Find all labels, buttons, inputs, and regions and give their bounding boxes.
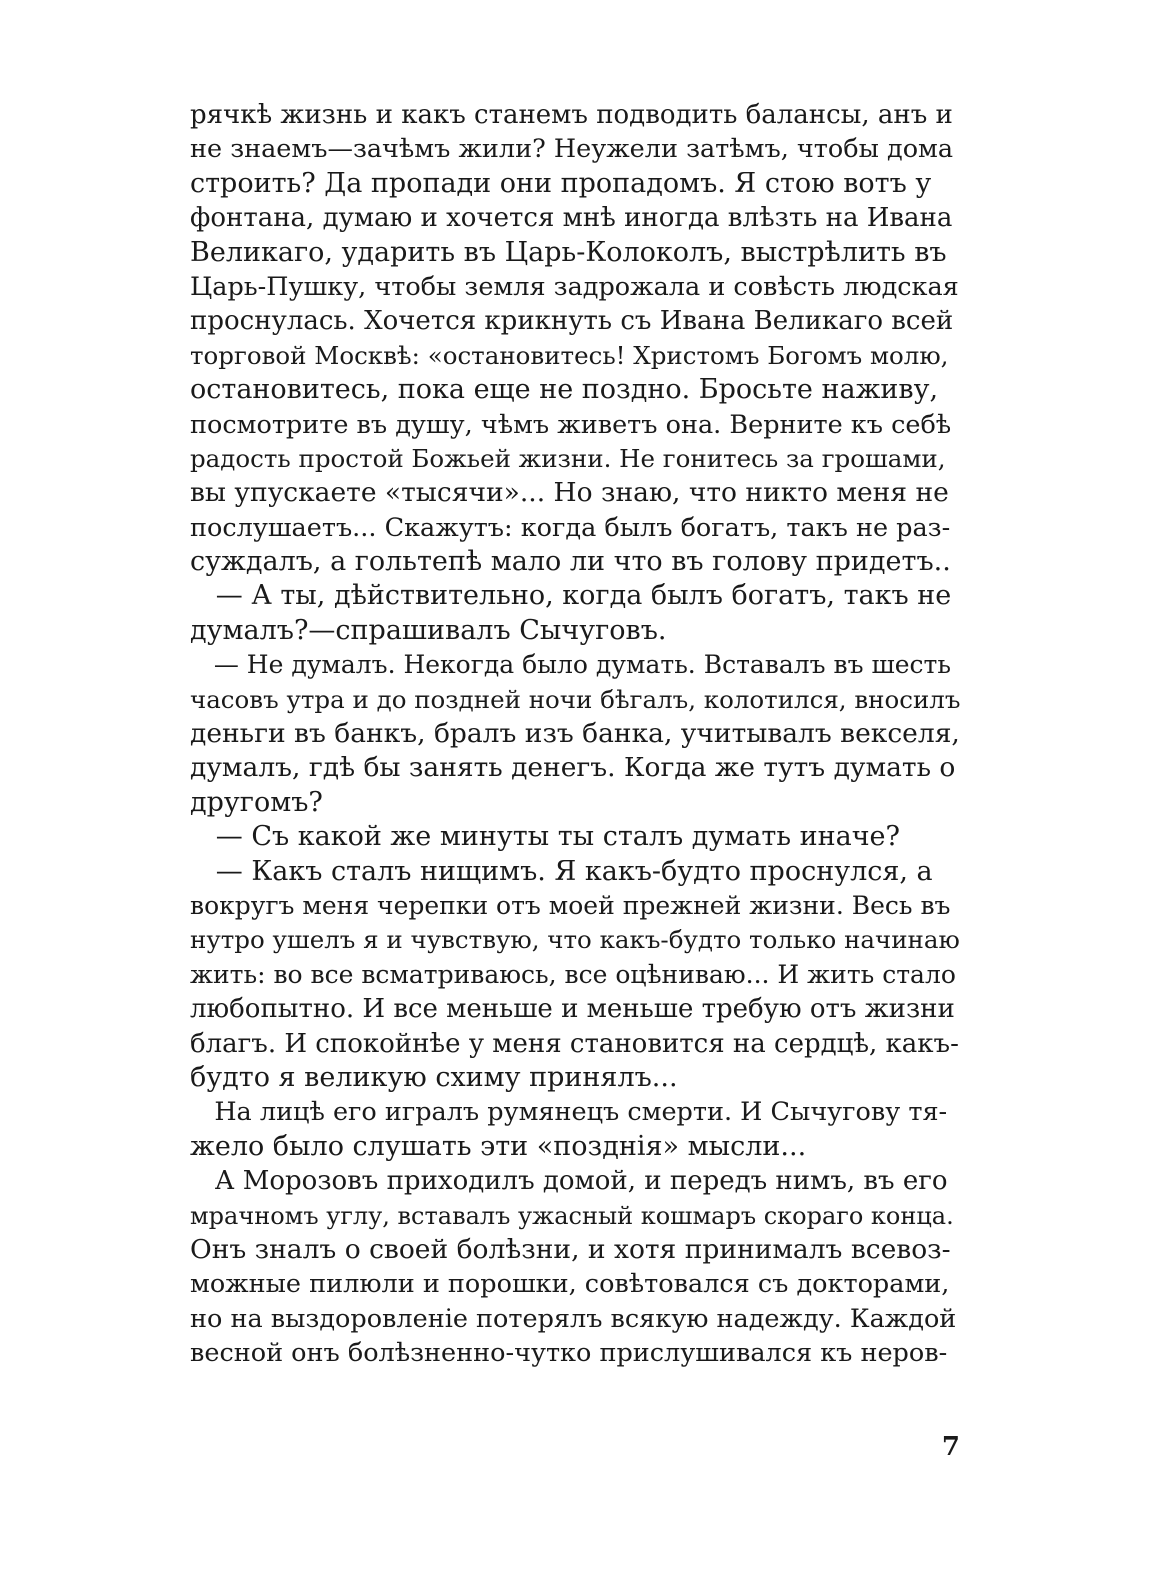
text-line: можные пилюли и порошки, совѣтовался съ докторами,: [190, 1269, 950, 1300]
text-line: благъ. И спокойнѣе у меня становится на сердцѣ, какъ-: [190, 1028, 959, 1059]
text-line: но на выздоровленіе потерялъ всякую надежду. Каждой: [190, 1303, 957, 1334]
text-line: На лицѣ его игралъ румянецъ смерти. И Сычугову тя-: [190, 1097, 948, 1128]
text-line: суждалъ, а гольтепѣ мало ли что въ голову придетъ..: [190, 546, 951, 578]
text-line: нутро ушелъ я и чувствую, что какъ-будто только начинаю: [190, 925, 960, 955]
text-line: торговой Москвѣ: «остановитесь! Христомъ Богомъ молю,: [190, 340, 949, 370]
text-line: послушаетъ... Скажутъ: когда былъ богатъ, такъ не раз-: [190, 512, 951, 543]
text-line: думалъ?—спрашивалъ Сычуговъ.: [190, 614, 667, 646]
text-line: Онъ зналъ о своей болѣзни, и хотя принималъ всевоз-: [190, 1233, 951, 1265]
text-line: будто я великую схиму принялъ...: [190, 1061, 678, 1093]
text-line: рячкѣ жизнь и какъ станемъ подводить балансы, анъ и: [190, 100, 953, 130]
text-line: проснулась. Хочется крикнуть съ Ивана Великаго всей: [190, 306, 954, 337]
text-line: вокругъ меня черепки отъ моей прежней жизни. Весь въ: [190, 890, 951, 920]
text-line: остановитесь, пока еще не поздно. Бросьте наживу,: [190, 374, 939, 406]
text-line: жить: во все всматриваюсь, все оцѣниваю... И жить стало: [190, 959, 956, 989]
text-line: Великаго, ударить въ Царь-Колоколъ, выстрѣлить въ: [190, 236, 947, 268]
text-line: часовъ утра и до поздней ночи бѣгалъ, колотился, вносилъ: [190, 684, 960, 714]
text-line: Царь-Пушку, чтобы земля задрожала и совѣсть людская: [190, 271, 959, 302]
text-line: любопытно. И все меньше и меньше требую отъ жизни: [190, 994, 955, 1025]
text-line: не знаемъ—зачѣмъ жили? Неужели затѣмъ, чтобы дома: [190, 134, 954, 165]
text-line: — А ты, дѣйствительно, когда былъ богатъ, такъ не: [190, 580, 952, 612]
body-text: [190, 98, 960, 1370]
text-line: мрачномъ углу, вставалъ ужасный кошмаръ скораго конца.: [190, 1201, 954, 1230]
text-line: фонтана, думаю и хочется мнѣ иногда влѣзть на Ивана: [190, 203, 953, 234]
text-line: строить? Да пропади они пропадомъ. Я стою вотъ у: [190, 167, 932, 199]
text-line: вы упускаете «тысячи»... Но знаю, что никто меня не: [190, 477, 949, 509]
text-line: — Съ какой же минуты ты сталъ думать иначе?: [190, 821, 901, 853]
text-line: радость простой Божьей жизни. Не гонитесь за грошами,: [190, 443, 946, 473]
text-line: другомъ?: [190, 786, 323, 818]
text-line: — Какъ сталъ нищимъ. Я какъ-будто проснулся, а: [190, 855, 933, 887]
text-line: думалъ, гдѣ бы занять денегъ. Когда же тутъ думать о: [190, 752, 956, 784]
text-line: деньги въ банкъ, бралъ изъ банка, учитывалъ векселя,: [190, 718, 960, 750]
text-line: посмотрите въ душу, чѣмъ живетъ она. Верните къ себѣ: [190, 409, 952, 440]
page-number: 7: [941, 1432, 960, 1462]
text-line: — Не думалъ. Некогда было думать. Вставалъ въ шесть: [190, 650, 951, 680]
text-line: А Морозовъ приходилъ домой, и передъ нимъ, въ его: [190, 1166, 948, 1197]
text-line: весной онъ болѣзненно-чутко прислушивался къ неров-: [190, 1338, 948, 1369]
text-line: жело было слушать эти «позднія» мысли...: [190, 1130, 807, 1162]
